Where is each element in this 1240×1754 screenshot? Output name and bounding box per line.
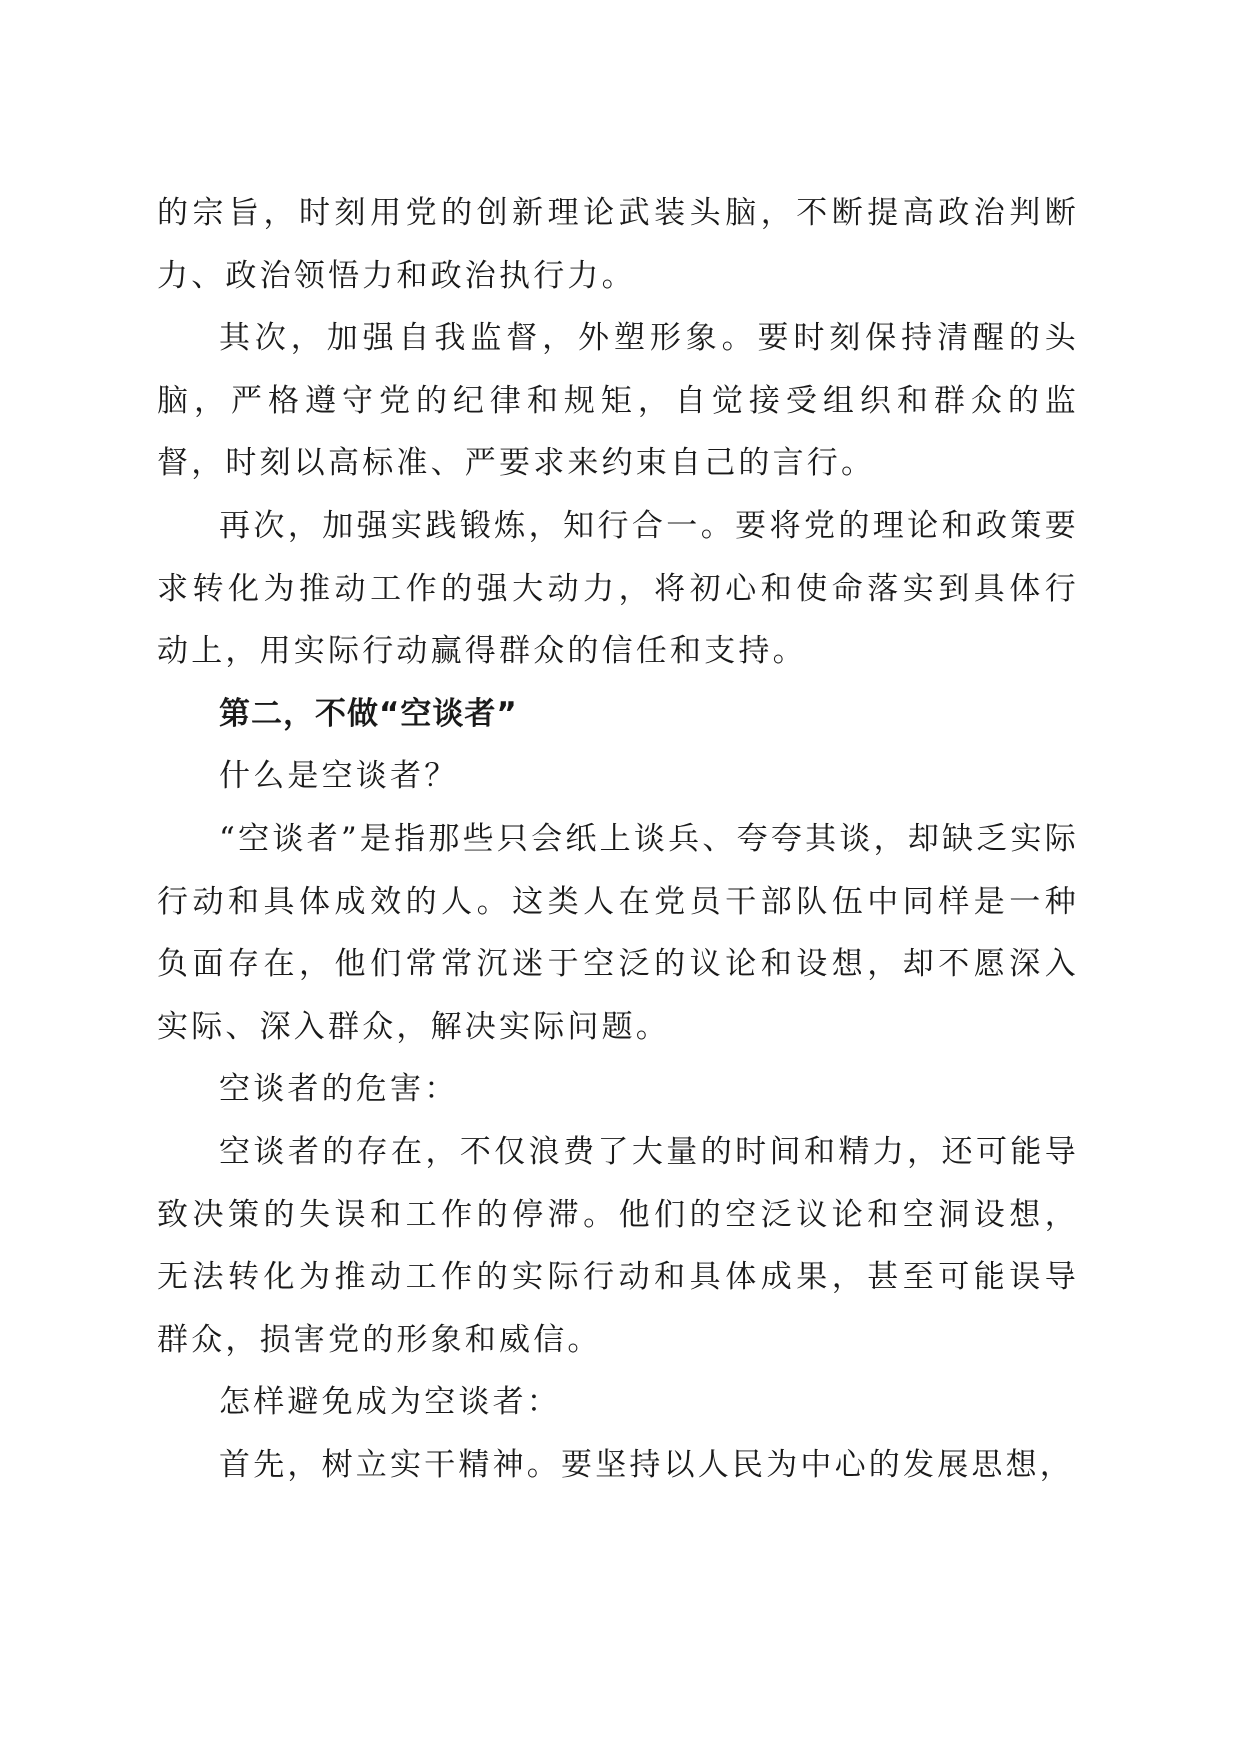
paragraph-avoid-title: 怎样避免成为空谈者： [219, 1384, 561, 1421]
paragraph-continued-purpose: 的宗旨，时刻用党的创新理论武装头脑，不断提高政治判断力、政治领悟力和政治执行力。 [157, 195, 1079, 294]
document-body [157, 182, 1079, 1496]
paragraph-self-supervision: 其次，加强自我监督，外塑形象。要时刻保持清醒的头脑，严格遵守党的纪律和规矩，自觉接受组织和群众的监督，时刻以高标准、严要求来约束自己的言行。 [157, 320, 1079, 482]
paragraph-what-is-empty-talker: 什么是空谈者？ [219, 758, 459, 795]
paragraph-practice: 再次，加强实践锻炼，知行合一。要将党的理论和政策要求转化为推动工作的强大动力，将初心和使命落实到具体行动上，用实际行动赢得群众的信任和支持。 [157, 507, 1079, 670]
paragraph-harm-title: 空谈者的危害： [219, 1071, 459, 1108]
paragraph-first-practical-spirit: 首先，树立实干精神。要坚持以人民为中心的发展思想， [219, 1446, 1074, 1483]
paragraph-harm-body: 空谈者的存在，不仅浪费了大量的时间和精力，还可能导致决策的失误和工作的停滞。他们的空泛议论和空洞设想，无法转化为推动工作的实际行动和具体成果，甚至可能误导群众，损害党的形象和威信。 [157, 1133, 1079, 1358]
section-heading-no-empty-talker: 第二，不做“空谈者” [219, 695, 518, 732]
paragraph-empty-talker-definition: “空谈者”是指那些只会纸上谈兵、夸夸其谈，却缺乏实际行动和具体成效的人。这类人在党员干部队伍中同样是一种负面存在，他们常常沉迷于空泛的议论和设想，却不愿深入实际、深入群众，解决实际问题。 [157, 820, 1079, 1045]
